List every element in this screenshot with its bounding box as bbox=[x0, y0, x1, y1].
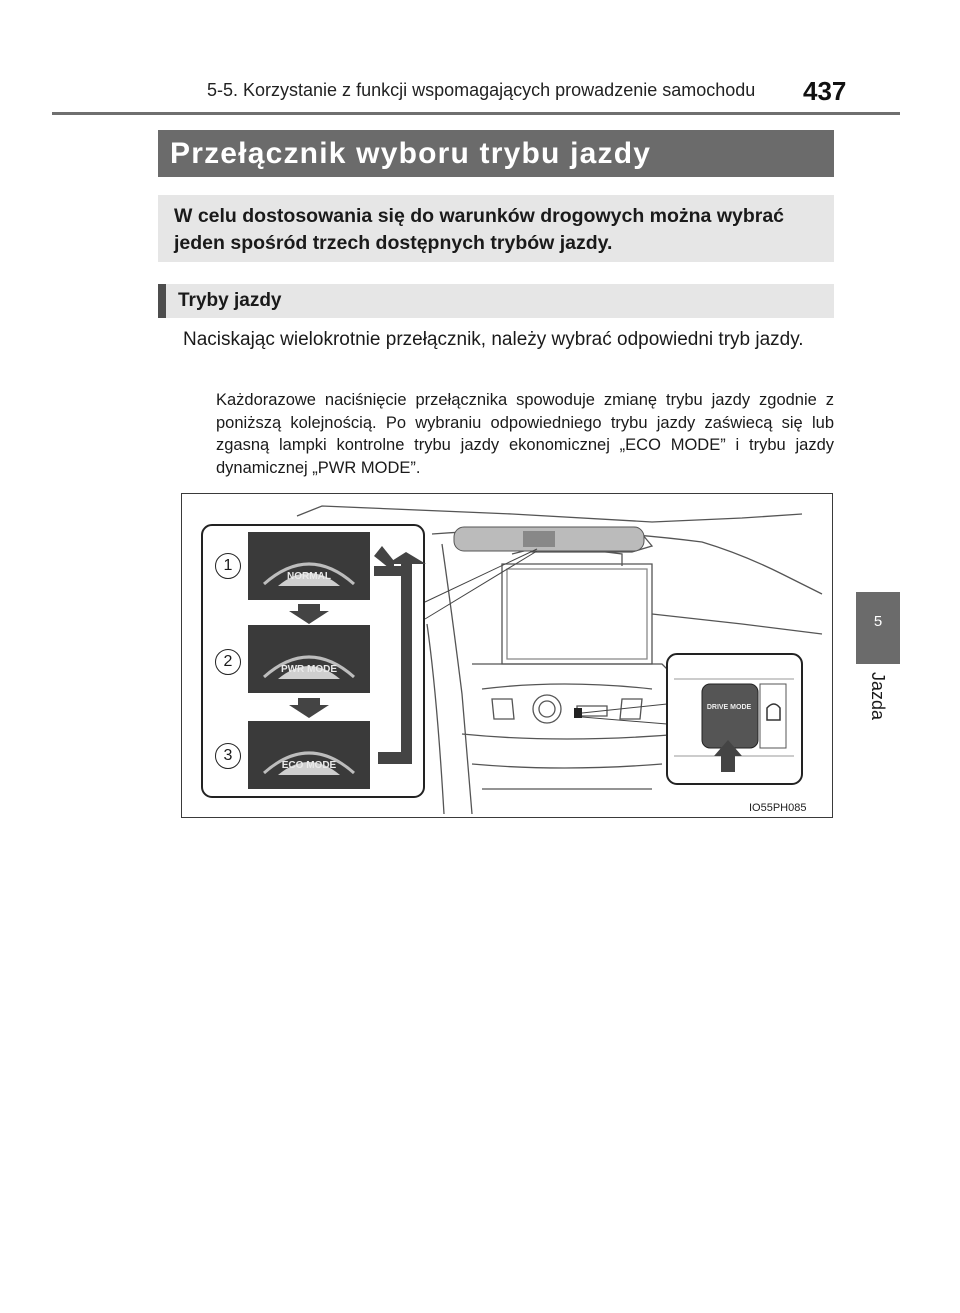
chapter-name bbox=[858, 668, 898, 738]
drive-mode-button-label: DRIVE MODE bbox=[706, 704, 752, 711]
note-paragraph: Każdorazowe naciśnięcie przełącznika spowoduje zmianę trybu jazdy zgodnie z poniższą kolejnością. Po wybraniu odpowiedniego trybu jazdy zaświecą się lub zgasną lampki kontrolne trybu jazdy ekonomicznej „ECO MODE” i trybu jazdy dynamicznej „PWR MODE”. bbox=[216, 391, 834, 477]
step-number-badge: 1 bbox=[215, 553, 241, 579]
main-paragraph: Naciskając wielokrotnie przełącznik, należy wybrać odpowiedni tryb jazdy. bbox=[183, 329, 804, 350]
section-title: Przełącznik wyboru trybu jazdy bbox=[158, 130, 834, 177]
chapter-name-text: Jazda bbox=[868, 672, 888, 721]
screen-label-eco: ECO MODE bbox=[281, 760, 337, 771]
step-number-badge: 3 bbox=[215, 743, 241, 769]
screen-label-normal: NORMAL bbox=[287, 571, 331, 582]
subsection-title: Tryby jazdy bbox=[158, 284, 834, 318]
header-section-path: 5-5. Korzystanie z funkcji wspomagających prowadzenie samochodu bbox=[207, 80, 756, 100]
intro-box: W celu dostosowania się do warunków drogowych można wybrać jeden spośród trzech dostępnych trybów jazdy. bbox=[158, 195, 834, 262]
header-divider bbox=[52, 112, 900, 115]
figure-code: IO55PH085 bbox=[749, 802, 807, 814]
chapter-tab: 5 bbox=[856, 592, 900, 664]
drive-mode-illustration bbox=[181, 493, 833, 818]
page-number: 437 bbox=[803, 76, 847, 106]
step-number-badge: 2 bbox=[215, 649, 241, 675]
screen-label-pwr: PWR MODE bbox=[280, 664, 338, 675]
